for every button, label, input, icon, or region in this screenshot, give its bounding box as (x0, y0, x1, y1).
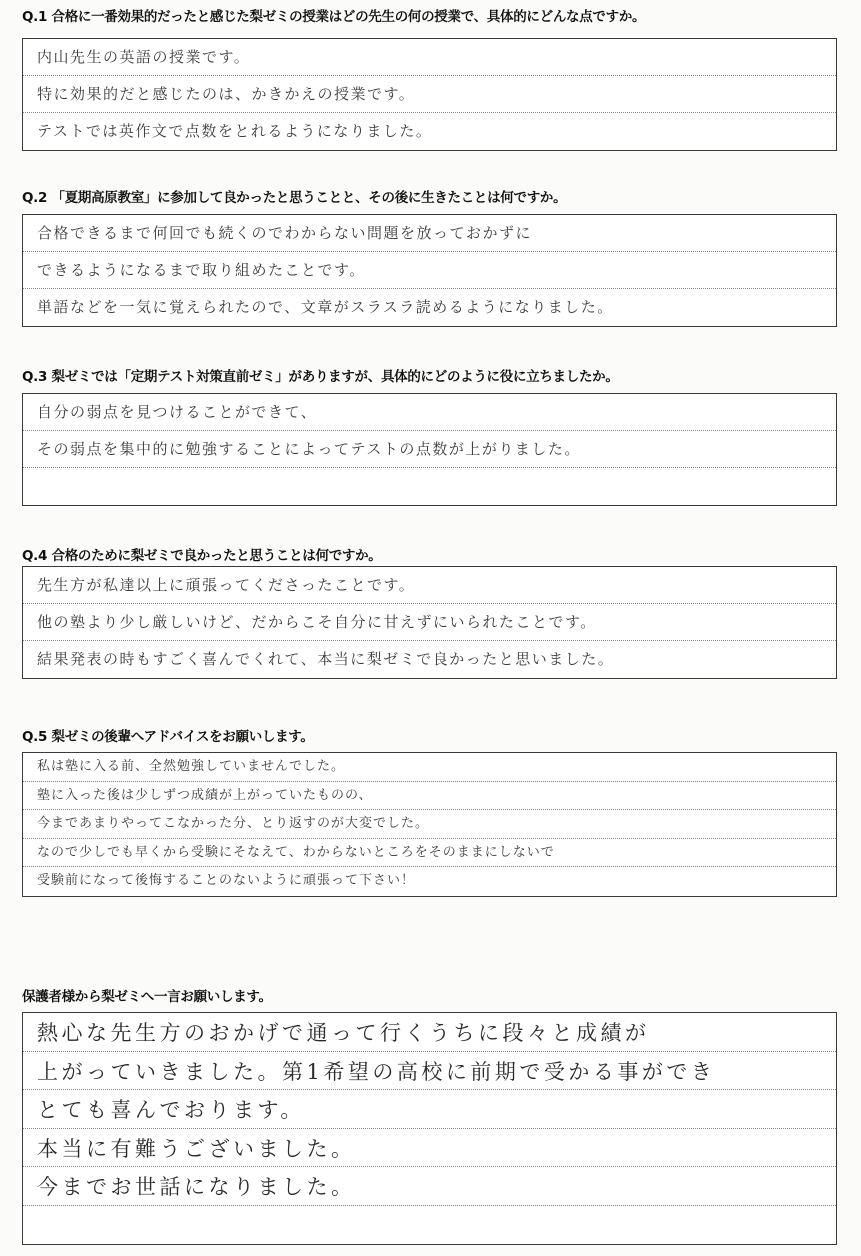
answer-line: その弱点を集中的に勉強することによってテストの点数が上がりました。 (23, 431, 836, 468)
answer-5-box (22, 752, 837, 897)
answer-line: 本当に有難うございました。 (23, 1129, 836, 1168)
question-3-text: Q.3 梨ゼミでは「定期テスト対策直前ゼミ」がありますが、具体的にどのように役に立ちましたか。 (22, 369, 619, 385)
answer-line: 結果発表の時もすごく喜んでくれて、本当に梨ゼミで良かったと思いました。 (37, 650, 615, 668)
answer-line: テストでは英作文で点数をとれるようになりました。 (37, 122, 433, 140)
answer-4-box (22, 566, 837, 679)
answer-line: 特に効果的だと感じたのは、かきかえの授業です。 (23, 76, 836, 113)
question-1-text: Q.1 合格に一番効果的だったと感じた梨ゼミの授業はどの先生の何の授業で、具体的にどんな点ですか。 (22, 9, 646, 25)
question-3-section (22, 368, 839, 518)
answer-line: 先生方が私達以上に頑張ってくださったことです。 (23, 567, 836, 604)
answer-line (23, 468, 836, 505)
parents-answer-box (22, 1012, 837, 1245)
answer-line: 塾に入った後は少しずつ成績が上がっていたものの、 (23, 782, 836, 811)
answer-line: 上がっていきました。第1希望の高校に前期で受かる事ができ (23, 1052, 836, 1091)
question-2-section (22, 189, 839, 339)
answer-line: 内山先生の英語の授業です。 (23, 39, 836, 76)
question-2-text: Q.2 「夏期高原教室」に参加して良かったと思うことと、その後に生きたことは何ですか。 (22, 190, 567, 206)
answer-3-box (22, 393, 837, 506)
answer-line: 今までお世話になりました。 (23, 1167, 836, 1206)
answer-line: とても喜んでおります。 (23, 1090, 836, 1129)
answer-line: 今まであまりやってこなかった分、とり返すのが大変でした。 (23, 810, 836, 839)
parents-section (22, 988, 839, 1248)
parents-question-text: 保護者様から梨ゼミへ一言お願いします。 (22, 989, 272, 1005)
answer-line: 合格できるまで何回でも続くのでわからない問題を放っておかずに (23, 215, 836, 252)
question-1-section (22, 8, 839, 158)
question-4-section (22, 547, 839, 697)
answer-line: 単語などを一気に覚えられたので、文章がスラスラ読めるようになりました。 (37, 298, 614, 316)
answer-1-box (22, 38, 837, 151)
answer-line: 熱心な先生方のおかげで通って行くうちに段々と成績が (23, 1013, 836, 1052)
answer-line: なので少しでも早くから受験にそなえて、わからないところをそのままにしないで (23, 839, 836, 868)
answer-line: 受験前になって後悔することのないように頑張って下さい！ (37, 873, 416, 889)
answer-line: 自分の弱点を見つけることができて、 (23, 394, 836, 431)
answer-2-box (22, 214, 837, 327)
answer-line: 私は塾に入る前、全然勉強していませんでした。 (23, 753, 836, 782)
answer-line (23, 1206, 836, 1245)
question-5-section (22, 728, 839, 948)
answer-line: できるようになるまで取り組めたことです。 (23, 252, 836, 289)
question-5-text: Q.5 梨ゼミの後輩へアドバイスをお願いします。 (22, 729, 314, 745)
answer-line: 他の塾より少し厳しいけど、だからこそ自分に甘えずにいられたことです。 (23, 604, 836, 641)
question-4-text: Q.4 合格のために梨ゼミで良かったと思うことは何ですか。 (22, 548, 382, 564)
